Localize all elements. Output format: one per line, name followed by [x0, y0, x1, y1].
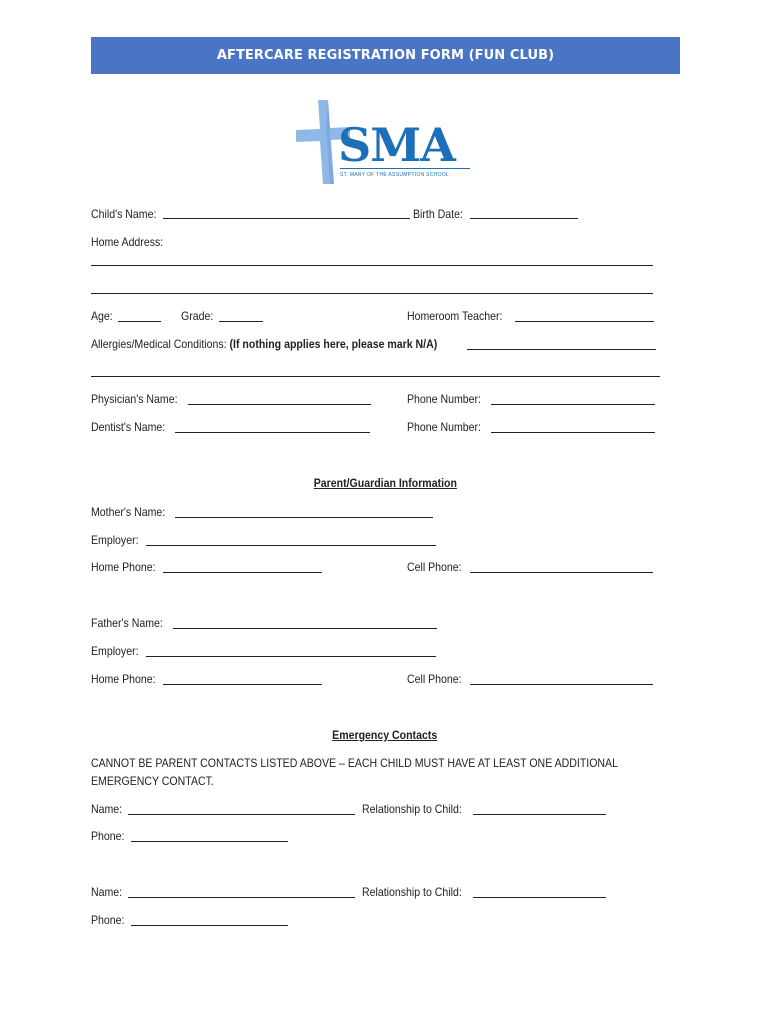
emergency-section-title: Emergency Contacts [332, 728, 438, 742]
school-logo [294, 98, 476, 186]
child-name-label: Child's Name: [91, 207, 157, 221]
father-name-label: Father's Name: [91, 616, 163, 630]
father-home-phone-field[interactable] [163, 684, 322, 685]
dentist-phone-label: Phone Number: [407, 420, 481, 434]
mother-cell-phone-field[interactable] [470, 572, 653, 573]
allergies-label: Allergies/Medical Conditions: [91, 337, 227, 351]
father-name-field[interactable] [173, 628, 437, 629]
logo-letters: SMA [338, 118, 455, 172]
homeroom-teacher-label: Homeroom Teacher: [407, 309, 503, 323]
form-title-bar [91, 37, 680, 74]
parent-section-title: Parent/Guardian Information [313, 476, 457, 490]
mother-home-phone-field[interactable] [163, 572, 322, 573]
mother-employer-label: Employer: [91, 533, 139, 547]
contact2-phone-label: Phone: [91, 913, 125, 927]
mother-name-field[interactable] [175, 517, 433, 518]
father-employer-field[interactable] [146, 656, 436, 657]
contact2-relationship-label: Relationship to Child: [362, 885, 462, 899]
age-field[interactable] [118, 321, 161, 322]
father-cell-phone-label: Cell Phone: [407, 672, 462, 686]
dentist-phone-field[interactable] [491, 432, 655, 433]
contact1-relationship-label: Relationship to Child: [362, 802, 462, 816]
emergency-note-line1: CANNOT BE PARENT CONTACTS LISTED ABOVE – EACH CHILD MUST HAVE AT LEAST ONE ADDITIONAL [91, 756, 618, 770]
grade-field[interactable] [219, 321, 263, 322]
home-address-field-line2[interactable] [91, 293, 653, 294]
contact1-name-label: Name: [91, 802, 123, 816]
father-employer-label: Employer: [91, 644, 139, 658]
allergies-label-row [91, 337, 437, 351]
home-address-label: Home Address: [91, 235, 164, 249]
child-name-field[interactable] [163, 218, 410, 219]
contact1-name-field[interactable] [128, 814, 355, 815]
allergies-note: (If nothing applies here, please mark N/A) [229, 337, 438, 351]
contact2-phone-field[interactable] [131, 925, 288, 926]
birth-date-label: Birth Date: [413, 207, 463, 221]
age-label: Age: [91, 309, 113, 323]
parent-section-header [0, 476, 770, 490]
contact2-name-label: Name: [91, 885, 123, 899]
emergency-note-line2: EMERGENCY CONTACT. [91, 774, 214, 788]
birth-date-field[interactable] [470, 218, 578, 219]
mother-employer-field[interactable] [146, 545, 436, 546]
logo-rule [340, 168, 470, 169]
physician-phone-label: Phone Number: [407, 392, 481, 406]
contact1-phone-label: Phone: [91, 829, 125, 843]
home-address-field-line1[interactable] [91, 265, 653, 266]
homeroom-teacher-field[interactable] [515, 321, 654, 322]
father-home-phone-label: Home Phone: [91, 672, 156, 686]
dentist-name-label: Dentist's Name: [91, 420, 166, 434]
mother-name-label: Mother's Name: [91, 505, 166, 519]
allergies-field-line1[interactable] [467, 349, 656, 350]
allergies-field-line2[interactable] [91, 376, 660, 377]
form-title: AFTERCARE REGISTRATION FORM (FUN CLUB) [216, 48, 555, 63]
contact2-name-field[interactable] [128, 897, 355, 898]
emergency-section-header [0, 728, 770, 742]
physician-name-field[interactable] [188, 404, 371, 405]
contact2-relationship-field[interactable] [473, 897, 606, 898]
dentist-name-field[interactable] [175, 432, 370, 433]
mother-cell-phone-label: Cell Phone: [407, 560, 462, 574]
father-cell-phone-field[interactable] [470, 684, 653, 685]
grade-label: Grade: [181, 309, 214, 323]
physician-phone-field[interactable] [491, 404, 655, 405]
logo-subtitle: ST. MARY OF THE ASSUMPTION SCHOOL [340, 172, 450, 178]
mother-home-phone-label: Home Phone: [91, 560, 156, 574]
physician-name-label: Physician's Name: [91, 392, 178, 406]
contact1-relationship-field[interactable] [473, 814, 606, 815]
contact1-phone-field[interactable] [131, 841, 288, 842]
